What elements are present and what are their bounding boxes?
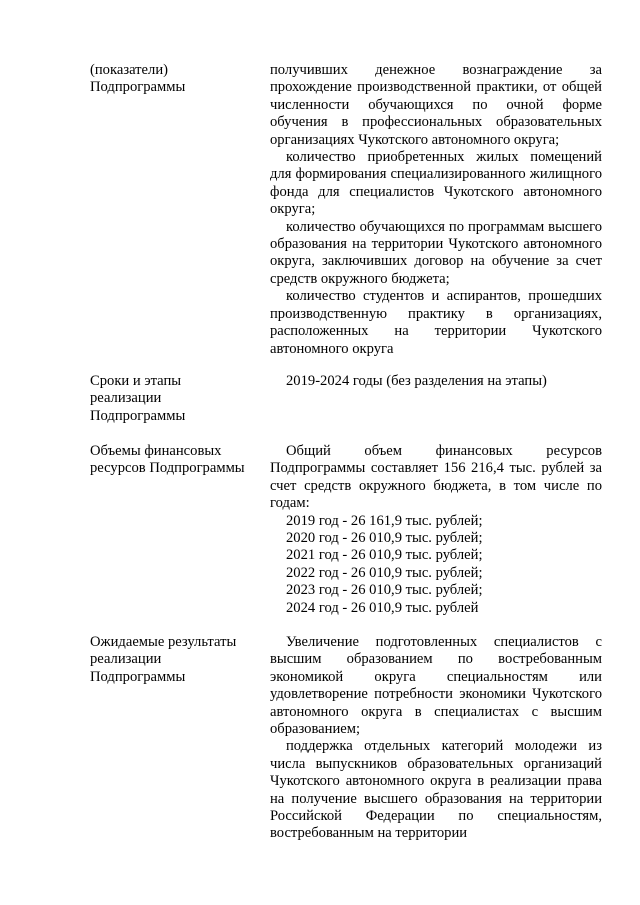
funding-label-line-1: Объемы финансовых xyxy=(90,443,222,459)
terms-text xyxy=(270,373,602,390)
funding-year-2022: 2022 год - 26 010,9 тыс. рублей; xyxy=(286,564,483,581)
results-label-line-2: реализации xyxy=(90,651,162,668)
funding-text xyxy=(270,443,602,617)
indicators-label-line-1: (показатели) xyxy=(90,62,168,78)
indicators-label xyxy=(90,62,255,97)
terms-label-line-1: Сроки и этапы xyxy=(90,373,182,389)
funding-intro: Общий объем финансовых ресурсов Подпрограммы составляет 156 216,4 тыс. рублей за счет средств окружного бюджета, в том числе по годам: xyxy=(270,443,602,512)
funding-year-2023: 2023 год - 26 010,9 тыс. рублей; xyxy=(286,582,483,599)
indicators-paragraph-2: количество приобретенных жилых помещений для формирования специализированного жилищного фонда для специалистов Чукотского автономного округа; xyxy=(270,149,602,218)
terms-value: 2019-2024 годы (без разделения на этапы) xyxy=(286,373,547,389)
indicators-paragraph-4: количество студентов и аспирантов, прошедших производственную практику в организациях, расположенных на территории Чукотского автономного округа xyxy=(270,288,602,357)
funding-year-2019: 2019 год - 26 161,9 тыс. рублей; xyxy=(286,512,483,529)
results-text xyxy=(270,634,602,843)
funding-year-2024: 2024 год - 26 010,9 тыс. рублей xyxy=(286,599,479,616)
indicators-paragraph-3: количество обучающихся по программам высшего образования на территории Чукотского автономного округа, заключивших договор на обучение за счет средств окружного бюджета; xyxy=(270,218,602,287)
results-paragraph-2: поддержка отдельных категорий молодежи из числа выпускников образовательных организаций Чукотского автономного округа в реализации права на получение высшего образования на территории Российской Федерации по специальностям, востребованным на территории xyxy=(270,738,602,842)
results-paragraph-1: Увеличение подготовленных специалистов с высшим образованием по востребованным экономикой округа специальностям или удовлетворение потребности экономики Чукотского автономного округа в специалистах с высшим образованием; xyxy=(270,634,602,738)
terms-label xyxy=(90,373,255,425)
funding-label xyxy=(90,443,255,478)
results-label-line-3: Подпрограммы xyxy=(90,668,186,685)
indicators-paragraph-1: получивших денежное вознаграждение за прохождение производственной практики, от общей численности обучающихся по очной форме обучения в профессиональных образовательных организациях Чукотского автономного округа; xyxy=(270,62,602,148)
indicators-text xyxy=(270,62,602,358)
funding-year-2021: 2021 год - 26 010,9 тыс. рублей; xyxy=(286,547,483,564)
funding-year-2020: 2020 год - 26 010,9 тыс. рублей; xyxy=(286,530,483,547)
results-label-line-1: Ожидаемые результаты xyxy=(90,634,237,650)
indicators-label-line-2: Подпрограммы xyxy=(90,79,186,96)
results-label xyxy=(90,634,255,686)
terms-label-line-2: реализации xyxy=(90,390,162,407)
terms-label-line-3: Подпрограммы xyxy=(90,407,186,424)
funding-label-line-2: ресурсов Подпрограммы xyxy=(90,460,245,477)
